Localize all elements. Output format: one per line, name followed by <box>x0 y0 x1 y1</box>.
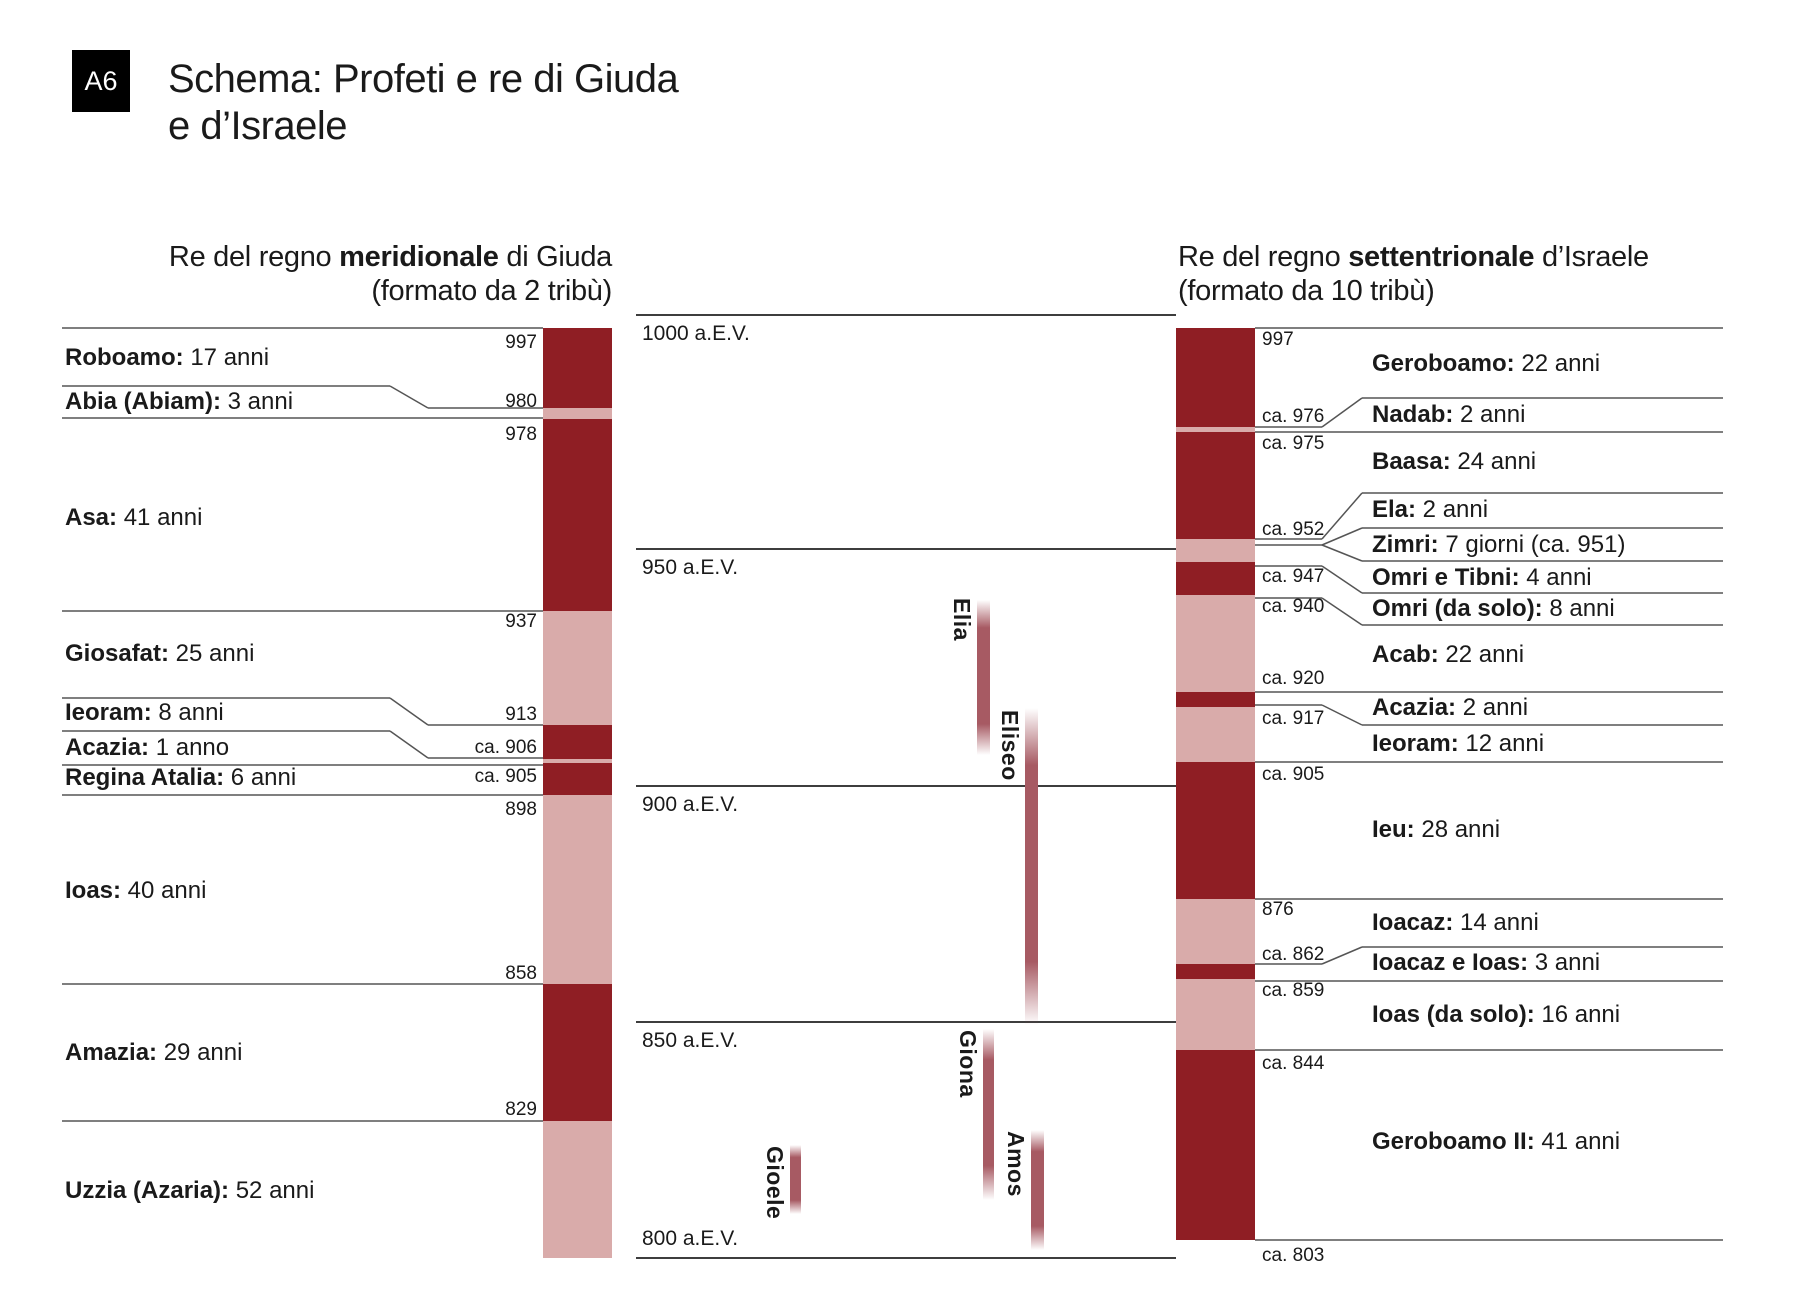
israel-reign-bar-segment <box>1176 562 1255 595</box>
judah-king-entry: Giosafat: 25 anni <box>65 640 255 667</box>
judah-year-label: 997 <box>505 332 537 353</box>
judah-king-entry: Ieoram: 8 anni <box>65 699 224 726</box>
judah-king-entry: Uzzia (Azaria): 52 anni <box>65 1177 315 1204</box>
israel-king-entry: Ioas (da solo): 16 anni <box>1372 1001 1621 1028</box>
israel-king-entry: Acazia: 2 anni <box>1372 694 1529 721</box>
page-badge: A6 <box>72 50 130 112</box>
israel-reign-bar-segment <box>1176 899 1255 964</box>
israel-year-label: ca. 917 <box>1262 708 1325 729</box>
israel-year-label: ca. 940 <box>1262 596 1325 617</box>
israel-reign-bar-segment <box>1176 328 1255 427</box>
judah-reign-bar-segment <box>543 725 612 759</box>
axis-year-label: 800 a.E.V. <box>642 1227 739 1250</box>
page-title-line2: e d’Israele <box>168 104 348 148</box>
judah-reign-bar-segment <box>543 611 612 725</box>
axis-year-label: 1000 a.E.V. <box>642 322 750 345</box>
judah-king-entry: Regina Atalia: 6 anni <box>65 764 297 791</box>
page-title-line1: Schema: Profeti e re di Giuda <box>168 57 679 101</box>
israel-king-entry: Geroboamo II: 41 anni <box>1372 1128 1621 1155</box>
israel-reign-bar-segment <box>1176 979 1255 1050</box>
axis-year-label: 900 a.E.V. <box>642 793 739 816</box>
judah-reign-bar-segment <box>543 419 612 611</box>
israel-reign-bar-segment <box>1176 692 1255 707</box>
israel-reign-bar-segment <box>1176 539 1255 562</box>
israel-king-entry: Acab: 22 anni <box>1372 641 1525 668</box>
israel-king-entry: Ioacaz: 14 anni <box>1372 909 1539 936</box>
israel-year-label: ca. 844 <box>1262 1053 1325 1074</box>
judah-king-entry: Acazia: 1 anno <box>65 734 230 761</box>
israel-year-label: ca. 859 <box>1262 980 1325 1001</box>
judah-year-label: 978 <box>505 424 537 445</box>
prophet-bar <box>977 600 990 755</box>
israel-king-entry: Ieoram: 12 anni <box>1372 730 1545 757</box>
judah-king-entry: Ioas: 40 anni <box>65 877 207 904</box>
judah-year-label: 858 <box>505 963 537 984</box>
judah-year-label: ca. 905 <box>474 766 537 787</box>
israel-reign-bar-segment <box>1176 762 1255 899</box>
judah-king-entry: Amazia: 29 anni <box>65 1039 243 1066</box>
judah-reign-bar-segment <box>543 795 612 984</box>
axis-year-label: 950 a.E.V. <box>642 556 739 579</box>
prophet-bar <box>1031 1130 1044 1250</box>
israel-header-line1: Re del regno settentrionale d’Israele <box>1178 241 1649 273</box>
israel-king-entry: Ieu: 28 anni <box>1372 816 1501 843</box>
israel-king-entry: Ela: 2 anni <box>1372 496 1489 523</box>
israel-year-label: ca. 905 <box>1262 764 1325 785</box>
israel-reign-bar-segment <box>1176 432 1255 539</box>
axis-year-label: 850 a.E.V. <box>642 1029 739 1052</box>
judah-reign-bar-segment <box>543 984 612 1121</box>
judah-year-label: 980 <box>505 391 537 412</box>
israel-year-label: 997 <box>1262 329 1294 350</box>
israel-king-entry: Omri e Tibni: 4 anni <box>1372 564 1592 591</box>
judah-year-label: ca. 906 <box>474 737 537 758</box>
israel-year-label: ca. 975 <box>1262 433 1325 454</box>
prophet-bar <box>790 1145 801 1214</box>
judah-year-label: 913 <box>505 704 537 725</box>
judah-king-entry: Asa: 41 anni <box>65 504 203 531</box>
israel-year-label: ca. 862 <box>1262 944 1325 965</box>
israel-king-entry: Baasa: 24 anni <box>1372 448 1537 475</box>
judah-year-label: 937 <box>505 611 537 632</box>
israel-reign-bar-segment <box>1176 1050 1255 1240</box>
israel-year-label: ca. 920 <box>1262 668 1325 689</box>
judah-year-label: 829 <box>505 1099 537 1120</box>
israel-year-label: ca. 952 <box>1262 519 1325 540</box>
prophet-bar <box>983 1029 994 1200</box>
prophet-label: Giona <box>955 1030 981 1098</box>
judah-reign-bar-segment <box>543 763 612 795</box>
israel-reign-bar-segment <box>1176 595 1255 692</box>
israel-king-entry: Zimri: 7 giorni (ca. 951) <box>1372 531 1626 558</box>
israel-year-label: ca. 947 <box>1262 566 1325 587</box>
prophet-label: Gioele <box>762 1146 788 1220</box>
israel-king-entry: Nadab: 2 anni <box>1372 401 1526 428</box>
prophet-bar <box>1025 708 1038 1025</box>
israel-reign-bar-segment <box>1176 964 1255 979</box>
israel-header-line2: (formato da 10 tribù) <box>1178 275 1435 307</box>
israel-king-entry: Omri (da solo): 8 anni <box>1372 595 1615 622</box>
judah-year-label: 898 <box>505 799 537 820</box>
judah-reign-bar-segment <box>543 328 612 408</box>
israel-king-entry: Ioacaz e Ioas: 3 anni <box>1372 949 1601 976</box>
judah-king-entry: Abia (Abiam): 3 anni <box>65 388 294 415</box>
prophet-label: Amos <box>1003 1131 1029 1197</box>
israel-end-year-label: ca. 803 <box>1262 1245 1325 1266</box>
judah-header-line1: Re del regno meridionale di Giuda <box>168 241 612 273</box>
judah-reign-bar-segment <box>543 1121 612 1258</box>
prophet-label: Elia <box>949 598 975 641</box>
israel-year-label: 876 <box>1262 899 1294 920</box>
israel-reign-bar-segment <box>1176 707 1255 762</box>
judah-king-entry: Roboamo: 17 anni <box>65 344 270 371</box>
judah-header-line2: (formato da 2 tribù) <box>371 275 612 307</box>
israel-year-label: ca. 976 <box>1262 406 1325 427</box>
judah-reign-bar-segment <box>543 408 612 419</box>
israel-king-entry: Geroboamo: 22 anni <box>1372 350 1601 377</box>
prophet-label: Eliseo <box>997 710 1023 781</box>
